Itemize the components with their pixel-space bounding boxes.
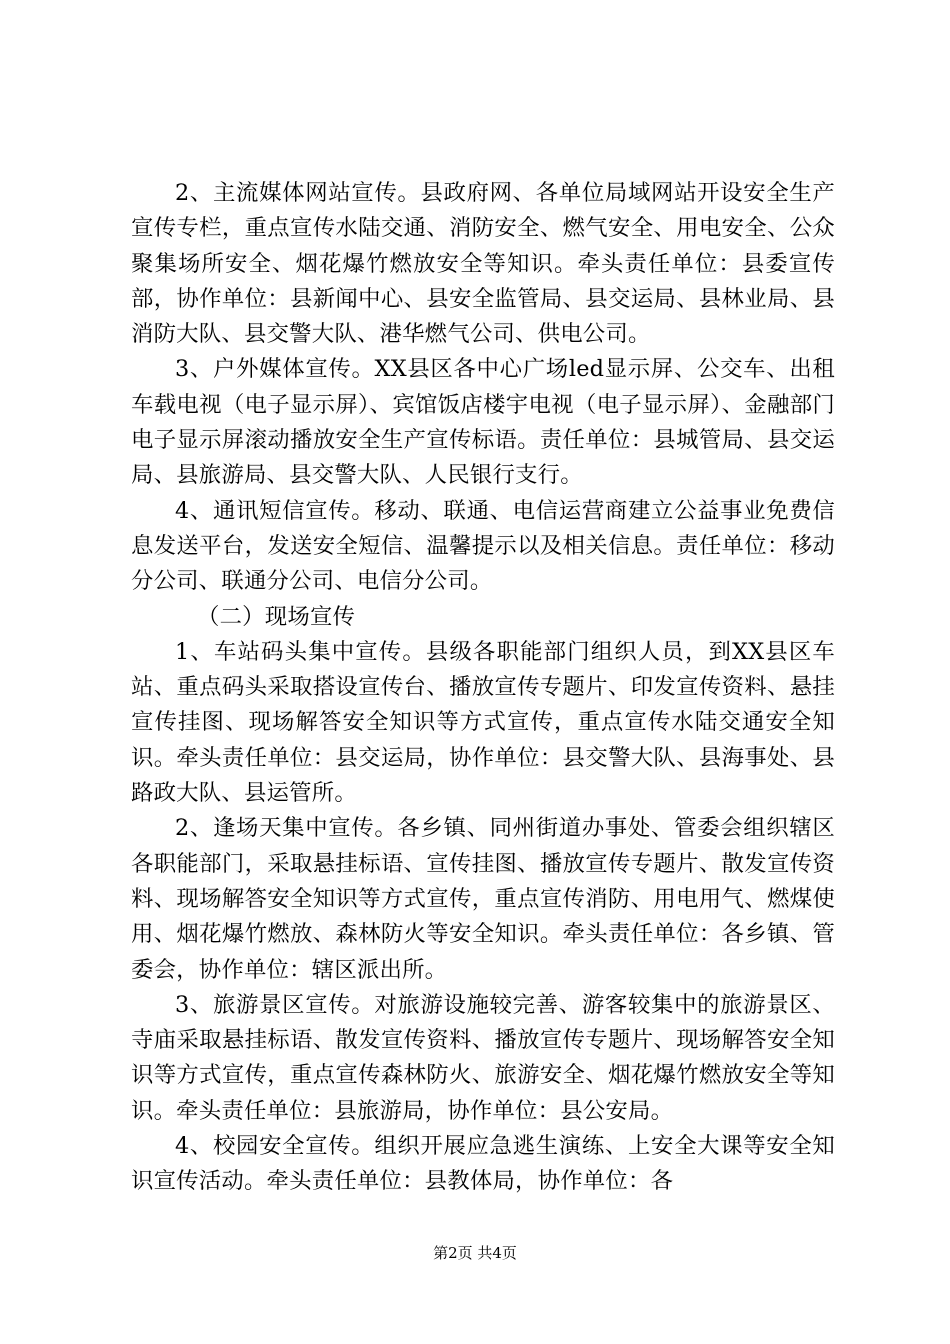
section-heading-onsite: （二）现场宣传: [197, 603, 356, 630]
paragraph-campus: 4、校园安全宣传。组织开展应急逃生演练、上安全大课等安全知识宣传活动。牵头责任单位：县教体局，协作单位：各: [131, 1133, 835, 1195]
page-footer: 第2页 共4页: [433, 1244, 517, 1262]
paragraph-outdoor-media: 3、户外媒体宣传。XX县区各中心广场led显示屏、公交车、出租车载电视（电子显示屏）、宾馆饭店楼宇电视（电子显示屏）、金融部门电子显示屏滚动播放安全生产宣传标语。责任单位：县城管局、县交运局、县旅游局、县交警大队、人民银行支行。: [131, 356, 835, 489]
paragraph-tourist-area: 3、旅游景区宣传。对旅游设施较完善、游客较集中的旅游景区、寺庙采取悬挂标语、散发宣传资料、播放宣传专题片、现场解答安全知识等方式宣传，重点宣传森林防火、旅游安全、烟花爆竹燃放安全等知识。牵头责任单位：县旅游局，协作单位：县公安局。: [131, 991, 835, 1124]
paragraph-station-dock: 1、车站码头集中宣传。县级各职能部门组织人员，到XX县区车站、重点码头采取搭设宣传台、播放宣传专题片、印发宣传资料、悬挂宣传挂图、现场解答安全知识等方式宣传，重点宣传水陆交通安全知识。牵头责任单位：县交运局，协作单位：县交警大队、县海事处、县路政大队、县运管所。: [131, 638, 835, 807]
paragraph-sms: 4、通讯短信宣传。移动、联通、电信运营商建立公益事业免费信息发送平台，发送安全短信、温馨提示以及相关信息。责任单位：移动分公司、联通分公司、电信分公司。: [131, 497, 835, 595]
paragraph-media-websites: 2、主流媒体网站宣传。县政府网、各单位局域网站开设安全生产宣传专栏，重点宣传水陆交通、消防安全、燃气安全、用电安全、公众聚集场所安全、烟花爆竹燃放安全等知识。牵头责任单位：县委宣传部，协作单位：县新闻中心、县安全监管局、县交运局、县林业局、县消防大队、县交警大队、港华燃气公司、供电公司。: [131, 180, 835, 348]
paragraph-market-day: 2、逢场天集中宣传。各乡镇、同州街道办事处、管委会组织辖区各职能部门，采取悬挂标语、宣传挂图、播放宣传专题片、散发宣传资料、现场解答安全知识等方式宣传，重点宣传消防、用电用气、燃煤使用、烟花爆竹燃放、森林防火等安全知识。牵头责任单位：各乡镇、管委会，协作单位：辖区派出所。: [131, 815, 835, 983]
document-body: [131, 176, 835, 1200]
